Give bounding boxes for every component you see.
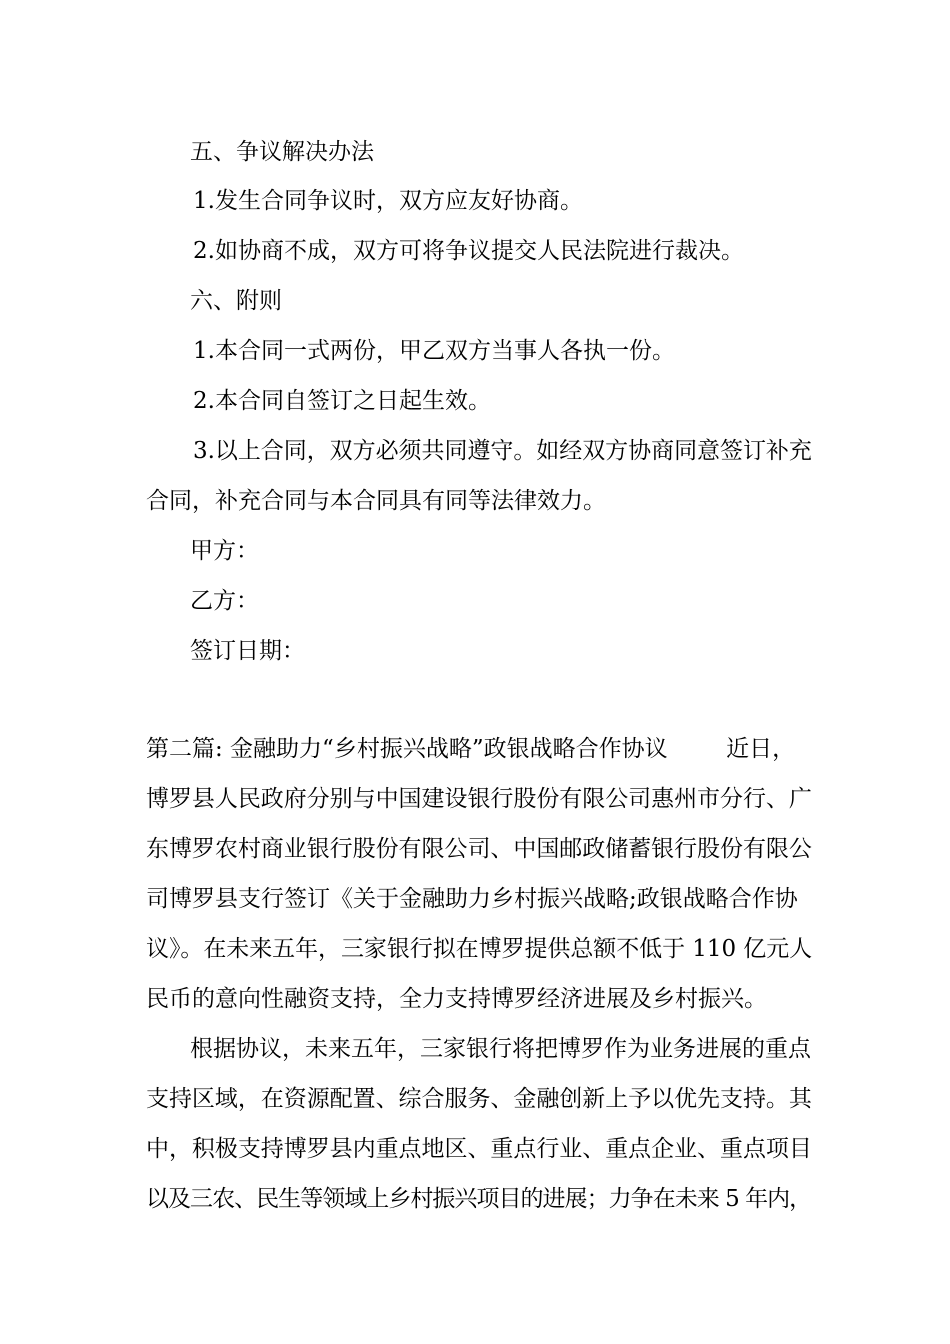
- article-two-line: 博罗县人民政府分别与中国建设银行股份有限公司惠州市分行、广: [146, 786, 812, 812]
- section-five-item-1: 1.发生合同争议时，双方应友好协商。: [193, 188, 583, 214]
- section-six-item-3-line-2: 合同，补充合同与本合同具有同等法律效力。: [146, 488, 606, 514]
- article-two-line: 东博罗农村商业银行股份有限公司、中国邮政储蓄银行股份有限公: [146, 836, 812, 862]
- section-six-item-2: 2.本合同自签订之日起生效。: [193, 388, 491, 414]
- section-five-item-2: 2.如协商不成，双方可将争议提交人民法院进行裁决。: [193, 238, 744, 264]
- sign-date-label: 签订日期：: [190, 638, 305, 664]
- article-two-line: 根据协议，未来五年，三家银行将把博罗作为业务进展的重点: [190, 1036, 811, 1062]
- article-two-line: 民币的意向性融资支持，全力支持博罗经济进展及乡村振兴。: [146, 986, 767, 1012]
- article-two-line: 议》。在未来五年，三家银行拟在博罗提供总额不低于 110 亿元人: [146, 936, 813, 962]
- section-six-heading: 六、附则: [190, 288, 282, 314]
- article-two-title-line: 第二篇: 金融助力“乡村振兴战略”政银战略合作协议 近日，: [146, 736, 796, 762]
- article-two-line: 支持区域，在资源配置、综合服务、金融创新上予以优先支持。其: [146, 1086, 812, 1112]
- party-b-label: 乙方：: [190, 588, 259, 614]
- section-five-heading: 五、争议解决办法: [190, 139, 374, 165]
- section-six-item-3-line-1: 3.以上合同，双方必须共同遵守。如经双方协商同意签订补充: [193, 438, 812, 464]
- article-two-line: 司博罗县支行签订《关于金融助力乡村振兴战略;政银战略合作协: [146, 886, 798, 912]
- section-six-item-1: 1.本合同一式两份，甲乙双方当事人各执一份。: [193, 338, 675, 364]
- article-two-line: 中，积极支持博罗县内重点地区、重点行业、重点企业、重点项目: [146, 1136, 812, 1162]
- party-a-label: 甲方：: [190, 538, 259, 564]
- article-two-line: 以及三农、民生等领域上乡村振兴项目的进展；力争在未来 5 年内，: [146, 1186, 812, 1212]
